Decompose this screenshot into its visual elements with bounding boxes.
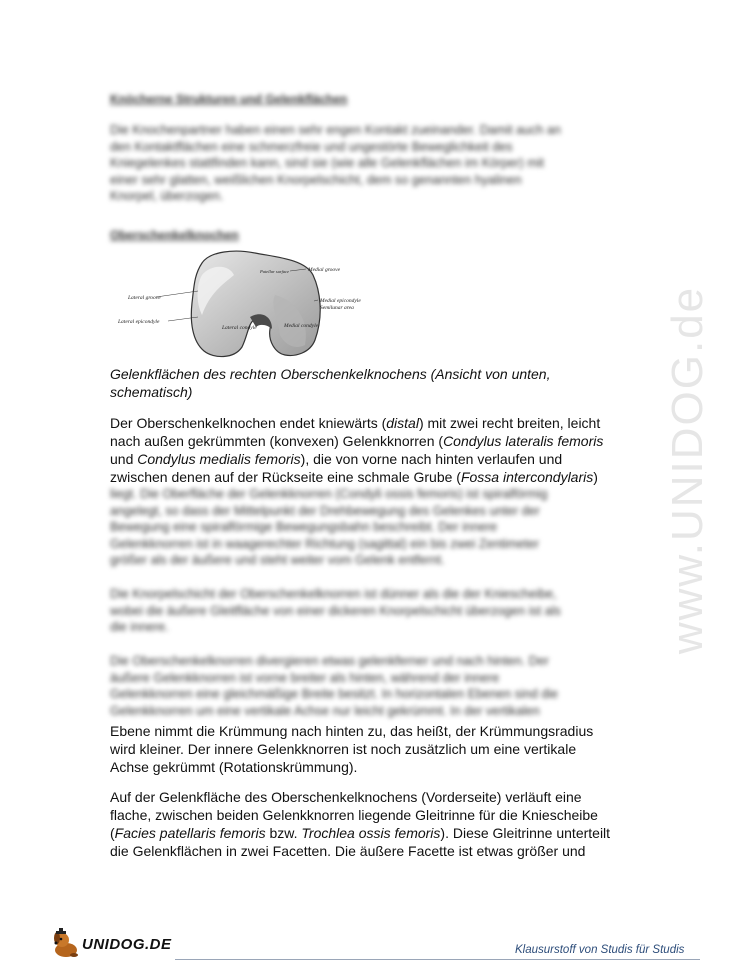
text-line: wobei die äußere Gleitfläche von einer dickeren Knorpelschicht überzogen ist als [110,603,561,618]
text-line: die Gelenkflächen in zwei Facetten. Die äußere Facette ist etwas größer und [110,843,586,859]
text-line: Achse gekrümmt (Rotationskrümmung). [110,759,358,775]
dog-mascot-icon [52,928,86,960]
text-line: flache, zwischen beiden Gelenkknorren liegende Gleitrinne für die Kniescheibe [110,807,598,823]
label-lateral-epicondyle: Lateral epicondyle [118,319,160,325]
footer-slogan: Klausurstoff von Studis für Studis [515,944,685,956]
facies-paragraph [110,788,645,860]
text-line: Kniegelenkes stattfinden kann, sind sie (wie alle Gelenkflächen im Körper) mit [110,156,545,170]
text-line: den Kontaktflächen eine schmerzfreie und ungestörte Beweglichkeit des [110,139,513,154]
divergieren-paragraph-blurred [110,653,645,719]
text-line: Knorpel, überzogen. [110,189,224,203]
text-line: und Condylus medialis femoris), die von vorne nach hinten verlaufen und [110,451,563,467]
divergieren-paragraph [110,722,645,776]
text-line: die innere. [110,620,169,634]
text-line: Die Knorpelschicht der Oberschenkelknorren ist dünner als die der Kniescheibe, [110,587,557,601]
label-patellar-surface: Patellar surface [260,269,290,274]
text-line: Ebene nimmt die Krümmung nach hinten zu, das heißt, der Krümmungsradius [110,723,594,739]
text-line: Gelenkknorren um eine vertikale Achse nur leicht gekrümmt. In der vertikalen [110,703,540,718]
text-line: wird kleiner. Der innere Gelenkknorren ist noch zusätzlich um eine vertikale [110,741,577,757]
section-heading-oberschenkel: Oberschenkelknochen [110,228,239,242]
footer-divider [175,959,700,960]
text-line: Die Knochenpartner haben einen sehr engen Kontakt zueinander. Damit auch an [110,123,561,137]
text-line: Auf der Gelenkfläche des Oberschenkelknochens (Vorderseite) verläuft eine [110,789,582,805]
text-line: liegt. Die Oberfläche der Gelenkknorren (Condyli ossis femoris) ist spiralförmig [110,487,548,501]
label-lateral-groove: Lateral groove [128,295,161,301]
text-line: größer als der äußere und steht weiter vom Gelenk entfernt. [110,553,445,567]
main-paragraph [110,414,645,486]
text-line: zwischen denen auf der Rückseite eine schmale Grube (Fossa intercondylaris) [110,469,598,485]
intro-paragraph [110,122,645,205]
text-line: einer sehr glatten, weißlichen Knorpelschicht, dem so genannten hyalinen [110,172,522,187]
figure-caption [110,365,630,401]
caption-line: schematisch) [110,384,193,400]
text-line: Gelenkknorren eine gleichmäßige Breite besitzt. In horizontalen Ebenen sind die [110,687,559,701]
text-line: (Facies patellaris femoris bzw. Trochlea ossis femoris). Diese Gleitrinne unterteilt [110,825,611,841]
knorpel-paragraph [110,586,645,636]
text-line: angelegt, so dass der Mittelpunkt der Drehbewegung des Gelenkes unter der [110,503,540,518]
text-line: Bewegung eine spiralförmige Bewegungsbahn beschreibt. Der innere [110,520,498,534]
text-line: nach außen gekrümmten (konvexen) Gelenkknorren (Condylus lateralis femoris [110,433,604,449]
section-heading-knoecherne: Knöcherne Strukturen und Gelenkflächen [110,92,348,106]
text-line: Gelenkknorren ist in waagerechter Richtung (sagittal) ein bis zwei Zentimeter [110,536,540,551]
logo-text: UNIDOG.DE [82,936,172,953]
femur-drawing [110,245,385,365]
caption-line: Gelenkflächen des rechten Oberschenkelknochens (Ansicht von unten, [110,366,551,382]
text-line: Der Oberschenkelknochen endet kniewärts (distal) mit zwei recht breiten, leicht [110,415,601,431]
label-medial-groove: Medial groove [308,267,341,273]
label-medial-epicondyle: Medial epicondyle [320,298,361,304]
femur-illustration [110,245,385,365]
watermark-text: www.UNIDOG.de [663,285,712,655]
unidog-logo [52,928,172,960]
label-lateral-condyle: Lateral condyle [222,325,257,331]
label-medial-condyle: Medial condyle [284,323,319,329]
main-paragraph-blurred [110,486,645,569]
text-line: Die Oberschenkelknorren divergieren etwas gelenkferner und nach hinten. Der [110,654,549,668]
label-semilunar-area: Semilunar area [320,305,354,311]
text-line: äußere Gelenkknorren ist vorne breiter als hinten, während der innere [110,670,500,685]
